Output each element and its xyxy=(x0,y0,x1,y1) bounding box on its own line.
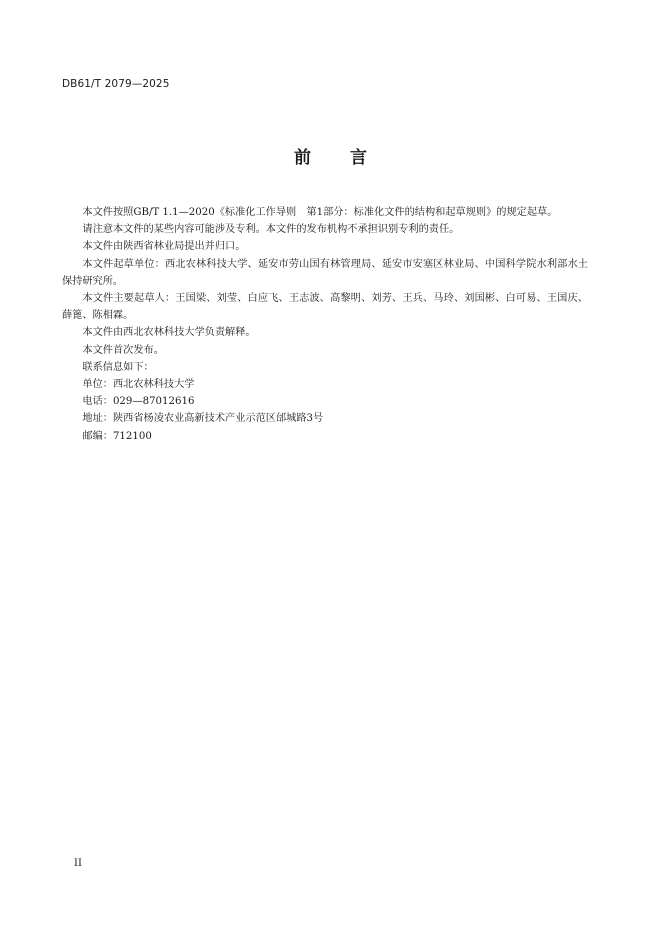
paragraph-contact-postcode: 邮编：712100 xyxy=(82,430,152,442)
paragraph-proposer: 本文件由陕西省林业局提出并归口。 xyxy=(82,241,246,253)
paragraph-standard-basis: 本文件按照GB/T 1.1—2020《标准化工作导则 第1部分：标准化文件的结构和起草规则》的规定起草。 xyxy=(82,207,558,218)
title-char-1: 前 xyxy=(294,148,312,168)
paragraph-contact-address: 地址：陕西省杨凌农业高新技术产业示范区邰城路3号 xyxy=(82,413,324,425)
foreword-body xyxy=(62,204,588,445)
paragraph-patent-notice: 请注意本文件的某些内容可能涉及专利。本文件的发布机构不承担识别专利的责任。 xyxy=(82,224,460,236)
paragraph-drafting-units: 本文件起草单位：西北农林科技大学、延安市劳山国有林管理局、延安市安塞区林业局、中国科学院水利部水土保持研究所。 xyxy=(62,258,588,287)
page-number: II xyxy=(74,858,82,869)
document-code: DB61/T 2079—2025 xyxy=(62,78,170,90)
paragraph-contact-heading: 联系信息如下： xyxy=(82,361,154,373)
paragraph-contact-unit: 单位：西北农林科技大学 xyxy=(82,379,195,391)
paragraph-contact-phone: 电话：029—87012616 xyxy=(82,396,195,408)
paragraph-interpretation: 本文件由西北农林科技大学负责解释。 xyxy=(82,327,256,339)
paragraph-first-release: 本文件首次发布。 xyxy=(82,344,164,356)
paragraph-drafters: 本文件主要起草人：王国梁、刘莹、白应飞、王志波、高黎明、刘芳、王兵、马玲、刘国彬、白可易、王国庆、薛篦、陈相霖。 xyxy=(62,293,588,322)
page-title xyxy=(0,143,662,168)
title-char-2: 言 xyxy=(350,148,368,168)
